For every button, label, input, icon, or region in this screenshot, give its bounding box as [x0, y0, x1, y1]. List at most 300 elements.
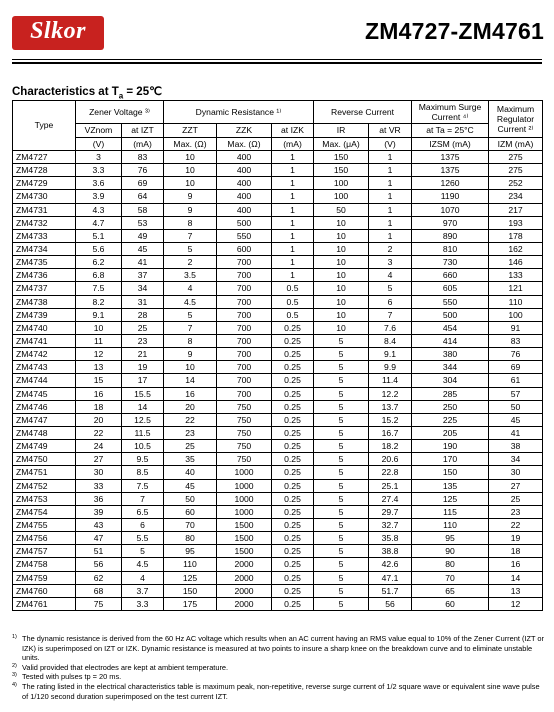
cell-vr: 29.7 — [369, 505, 412, 518]
cell-zzk: 750 — [217, 440, 272, 453]
cell-izsm: 225 — [412, 413, 489, 426]
cell-izsm: 304 — [412, 374, 489, 387]
cell-vz-nom: 51 — [76, 545, 122, 558]
cell-type: ZM4744 — [13, 374, 76, 387]
cell-izsm: 205 — [412, 426, 489, 439]
cell-izm: 22 — [489, 518, 543, 531]
cell-type: ZM4729 — [13, 177, 76, 190]
cell-zzt: 110 — [164, 558, 217, 571]
cell-zzt: 10 — [164, 177, 217, 190]
cell-izsm: 730 — [412, 256, 489, 269]
cell-zzt: 25 — [164, 440, 217, 453]
cell-vz-nom: 43 — [76, 518, 122, 531]
table-row — [13, 492, 543, 505]
cell-izk: 0.25 — [272, 518, 314, 531]
cell-type: ZM4747 — [13, 413, 76, 426]
cell-ir: 10 — [314, 269, 369, 282]
cell-izsm: 115 — [412, 505, 489, 518]
cell-zzt: 16 — [164, 387, 217, 400]
cell-type: ZM4758 — [13, 558, 76, 571]
cell-zzk: 2000 — [217, 571, 272, 584]
cell-zzt: 95 — [164, 545, 217, 558]
cell-type: ZM4760 — [13, 584, 76, 597]
cell-izt: 14 — [122, 400, 164, 413]
cell-vz-nom: 11 — [76, 334, 122, 347]
cell-izm: 45 — [489, 413, 543, 426]
cell-vz-nom: 16 — [76, 387, 122, 400]
table-row — [13, 229, 543, 242]
cell-zzk: 1000 — [217, 492, 272, 505]
cell-izk: 0.25 — [272, 426, 314, 439]
cell-ir: 10 — [314, 216, 369, 229]
cell-zzt: 175 — [164, 597, 217, 610]
cell-zzk: 400 — [217, 177, 272, 190]
brand-logo-text: Slkor — [30, 18, 86, 44]
cell-zzk: 700 — [217, 269, 272, 282]
cell-zzt: 60 — [164, 505, 217, 518]
cell-izm: 41 — [489, 426, 543, 439]
table-row — [13, 256, 543, 269]
cell-zzt: 7 — [164, 229, 217, 242]
header-type: Type — [13, 101, 76, 151]
brand-logo — [12, 16, 104, 50]
cell-vr: 1 — [369, 164, 412, 177]
cell-vr: 9.9 — [369, 361, 412, 374]
subheader-ir: IR — [314, 124, 369, 138]
cell-izt: 3.3 — [122, 597, 164, 610]
cell-izt: 41 — [122, 256, 164, 269]
cell-izt: 45 — [122, 242, 164, 255]
table-row — [13, 308, 543, 321]
cell-zzt: 14 — [164, 374, 217, 387]
cell-izt: 49 — [122, 229, 164, 242]
table-row — [13, 164, 543, 177]
table-row — [13, 242, 543, 255]
cell-vr: 16.7 — [369, 426, 412, 439]
cell-zzt: 8 — [164, 216, 217, 229]
cell-izm: 275 — [489, 151, 543, 164]
unit-zzt: Max. (Ω) — [164, 138, 217, 151]
header-rule-thick — [12, 62, 542, 64]
cell-izm: 61 — [489, 374, 543, 387]
cell-ir: 5 — [314, 466, 369, 479]
cell-izsm: 125 — [412, 492, 489, 505]
cell-type: ZM4745 — [13, 387, 76, 400]
cell-vr: 7 — [369, 308, 412, 321]
cell-ir: 150 — [314, 164, 369, 177]
cell-izk: 0.25 — [272, 532, 314, 545]
cell-izm: 83 — [489, 334, 543, 347]
cell-izt: 5 — [122, 545, 164, 558]
table-row — [13, 203, 543, 216]
cell-type: ZM4730 — [13, 190, 76, 203]
cell-zzt: 50 — [164, 492, 217, 505]
cell-ir: 5 — [314, 426, 369, 439]
cell-izt: 23 — [122, 334, 164, 347]
unit-izt: (mA) — [122, 138, 164, 151]
part-range-title: ZM4727-ZM4761 — [364, 18, 544, 44]
cell-izm: 27 — [489, 479, 543, 492]
cell-ir: 5 — [314, 492, 369, 505]
cell-zzk: 700 — [217, 321, 272, 334]
cell-vr: 18.2 — [369, 440, 412, 453]
cell-ir: 5 — [314, 505, 369, 518]
cell-vz-nom: 75 — [76, 597, 122, 610]
cell-izt: 76 — [122, 164, 164, 177]
cell-izk: 0.25 — [272, 413, 314, 426]
cell-ir: 10 — [314, 321, 369, 334]
cell-zzt: 23 — [164, 426, 217, 439]
cell-vr: 15.2 — [369, 413, 412, 426]
cell-type: ZM4756 — [13, 532, 76, 545]
cell-izk: 0.25 — [272, 453, 314, 466]
cell-izsm: 1375 — [412, 164, 489, 177]
cell-zzk: 700 — [217, 295, 272, 308]
cell-vz-nom: 5.1 — [76, 229, 122, 242]
footnote-text: The rating listed in the electrical characteristics table is maximum peak, non-repetitive, reverse surge current of 1/2 square wave or equivalent sine wave pulse of 1/120 second duration superimposed on the test current IZT. — [22, 681, 540, 701]
cell-type: ZM4761 — [13, 597, 76, 610]
cell-izt: 53 — [122, 216, 164, 229]
cell-izk: 0.25 — [272, 584, 314, 597]
cell-izk: 0.5 — [272, 295, 314, 308]
cell-izk: 0.25 — [272, 321, 314, 334]
footnote-text: Tested with pulses tp = 20 ms. — [22, 672, 122, 682]
cell-zzt: 10 — [164, 151, 217, 164]
cell-izk: 0.25 — [272, 361, 314, 374]
cell-izm: 234 — [489, 190, 543, 203]
table-row — [13, 151, 543, 164]
cell-zzt: 4 — [164, 282, 217, 295]
cell-vz-nom: 5.6 — [76, 242, 122, 255]
cell-izm: 110 — [489, 295, 543, 308]
cell-izk: 0.25 — [272, 492, 314, 505]
cell-vr: 6 — [369, 295, 412, 308]
cell-ir: 10 — [314, 295, 369, 308]
table-row — [13, 361, 543, 374]
cell-izm: 16 — [489, 558, 543, 571]
cell-zzt: 9 — [164, 203, 217, 216]
cell-zzt: 10 — [164, 361, 217, 374]
table-row — [13, 597, 543, 610]
cell-izt: 3.7 — [122, 584, 164, 597]
cell-vz-nom: 9.1 — [76, 308, 122, 321]
cell-izm: 146 — [489, 256, 543, 269]
cell-izk: 0.25 — [272, 597, 314, 610]
cell-izsm: 170 — [412, 453, 489, 466]
cell-zzk: 700 — [217, 361, 272, 374]
cell-izk: 0.25 — [272, 571, 314, 584]
cell-zzt: 150 — [164, 584, 217, 597]
cell-ir: 5 — [314, 348, 369, 361]
cell-izk: 0.25 — [272, 545, 314, 558]
cell-izk: 1 — [272, 203, 314, 216]
cell-izm: 162 — [489, 242, 543, 255]
cell-vr: 25.1 — [369, 479, 412, 492]
cell-izsm: 1190 — [412, 190, 489, 203]
cell-izsm: 90 — [412, 545, 489, 558]
cell-type: ZM4735 — [13, 256, 76, 269]
cell-izm: 23 — [489, 505, 543, 518]
cell-vr: 8.4 — [369, 334, 412, 347]
unit-izm: IZM (mA) — [489, 138, 543, 151]
cell-izt: 7 — [122, 492, 164, 505]
cell-zzk: 500 — [217, 216, 272, 229]
cell-vr: 2 — [369, 242, 412, 255]
footnote — [12, 672, 544, 682]
cell-izsm: 380 — [412, 348, 489, 361]
cell-zzk: 400 — [217, 164, 272, 177]
footnote — [12, 663, 544, 673]
cell-izm: 100 — [489, 308, 543, 321]
cell-vz-nom: 33 — [76, 479, 122, 492]
cell-izt: 8.5 — [122, 466, 164, 479]
subheader-surge-ta: at Ta = 25°C — [412, 124, 489, 138]
cell-ir: 50 — [314, 203, 369, 216]
cell-type: ZM4727 — [13, 151, 76, 164]
cell-vr: 1 — [369, 216, 412, 229]
table-row — [13, 505, 543, 518]
cell-izsm: 70 — [412, 571, 489, 584]
cell-vz-nom: 7.5 — [76, 282, 122, 295]
header-zener-voltage: Zener Voltage ³⁾ — [76, 101, 164, 124]
cell-type: ZM4734 — [13, 242, 76, 255]
cell-ir: 5 — [314, 558, 369, 571]
table-row — [13, 282, 543, 295]
cell-vr: 35.8 — [369, 532, 412, 545]
cell-zzt: 70 — [164, 518, 217, 531]
cell-izk: 1 — [272, 177, 314, 190]
cell-vz-nom: 20 — [76, 413, 122, 426]
cell-izk: 0.25 — [272, 505, 314, 518]
cell-zzk: 700 — [217, 387, 272, 400]
cell-vr: 38.8 — [369, 545, 412, 558]
cell-type: ZM4746 — [13, 400, 76, 413]
cell-vz-nom: 39 — [76, 505, 122, 518]
cell-type: ZM4749 — [13, 440, 76, 453]
cell-izm: 19 — [489, 532, 543, 545]
unit-ir: Max. (μA) — [314, 138, 369, 151]
subheader-zzk: ZZK — [217, 124, 272, 138]
cell-izsm: 250 — [412, 400, 489, 413]
cell-vr: 9.1 — [369, 348, 412, 361]
cell-izsm: 285 — [412, 387, 489, 400]
cell-izk: 0.25 — [272, 387, 314, 400]
cell-vz-nom: 4.7 — [76, 216, 122, 229]
cell-izsm: 190 — [412, 440, 489, 453]
cell-ir: 100 — [314, 177, 369, 190]
cell-zzt: 9 — [164, 190, 217, 203]
cell-vz-nom: 3.6 — [76, 177, 122, 190]
cell-type: ZM4748 — [13, 426, 76, 439]
table-row — [13, 466, 543, 479]
cell-zzk: 400 — [217, 203, 272, 216]
cell-izsm: 1070 — [412, 203, 489, 216]
cell-izt: 7.5 — [122, 479, 164, 492]
cell-ir: 5 — [314, 440, 369, 453]
cell-izm: 30 — [489, 466, 543, 479]
table-row — [13, 426, 543, 439]
cell-izk: 0.25 — [272, 334, 314, 347]
cell-izt: 83 — [122, 151, 164, 164]
table-row — [13, 190, 543, 203]
cell-izsm: 135 — [412, 479, 489, 492]
cell-ir: 100 — [314, 190, 369, 203]
cell-izt: 31 — [122, 295, 164, 308]
table-row — [13, 387, 543, 400]
cell-vr: 12.2 — [369, 387, 412, 400]
cell-zzk: 1000 — [217, 466, 272, 479]
cell-zzk: 700 — [217, 334, 272, 347]
table-row — [13, 321, 543, 334]
cell-izk: 1 — [272, 190, 314, 203]
cell-ir: 10 — [314, 256, 369, 269]
cell-ir: 5 — [314, 361, 369, 374]
cell-izt: 28 — [122, 308, 164, 321]
cell-ir: 10 — [314, 282, 369, 295]
cell-vr: 47.1 — [369, 571, 412, 584]
cell-ir: 5 — [314, 545, 369, 558]
cell-izt: 25 — [122, 321, 164, 334]
cell-zzt: 45 — [164, 479, 217, 492]
cell-zzk: 1500 — [217, 545, 272, 558]
cell-vz-nom: 62 — [76, 571, 122, 584]
cell-zzt: 5 — [164, 242, 217, 255]
cell-vz-nom: 6.8 — [76, 269, 122, 282]
cell-izt: 6.5 — [122, 505, 164, 518]
cell-vr: 1 — [369, 203, 412, 216]
cell-vz-nom: 56 — [76, 558, 122, 571]
cell-zzk: 750 — [217, 413, 272, 426]
cell-zzt: 9 — [164, 348, 217, 361]
cell-type: ZM4741 — [13, 334, 76, 347]
cell-izsm: 95 — [412, 532, 489, 545]
cell-izsm: 454 — [412, 321, 489, 334]
cell-type: ZM4753 — [13, 492, 76, 505]
cell-ir: 5 — [314, 413, 369, 426]
cell-izk: 0.25 — [272, 374, 314, 387]
cell-vr: 42.6 — [369, 558, 412, 571]
cell-izm: 57 — [489, 387, 543, 400]
cell-izk: 0.5 — [272, 282, 314, 295]
cell-vr: 1 — [369, 177, 412, 190]
cell-zzk: 600 — [217, 242, 272, 255]
unit-zzk: Max. (Ω) — [217, 138, 272, 151]
cell-izm: 217 — [489, 203, 543, 216]
cell-type: ZM4736 — [13, 269, 76, 282]
cell-izk: 0.5 — [272, 308, 314, 321]
cell-izsm: 344 — [412, 361, 489, 374]
cell-izsm: 1375 — [412, 151, 489, 164]
cell-vr: 3 — [369, 256, 412, 269]
cell-izt: 64 — [122, 190, 164, 203]
cell-type: ZM4755 — [13, 518, 76, 531]
cell-izsm: 414 — [412, 334, 489, 347]
cell-vr: 4 — [369, 269, 412, 282]
cell-ir: 150 — [314, 151, 369, 164]
cell-zzt: 5 — [164, 308, 217, 321]
table-row — [13, 413, 543, 426]
cell-type: ZM4754 — [13, 505, 76, 518]
cell-zzt: 35 — [164, 453, 217, 466]
cell-izsm: 970 — [412, 216, 489, 229]
cell-izt: 4.5 — [122, 558, 164, 571]
cell-izt: 69 — [122, 177, 164, 190]
cell-ir: 5 — [314, 584, 369, 597]
cell-izm: 50 — [489, 400, 543, 413]
cell-type: ZM4751 — [13, 466, 76, 479]
cell-izm: 76 — [489, 348, 543, 361]
table-row — [13, 545, 543, 558]
cell-izk: 1 — [272, 269, 314, 282]
cell-zzt: 22 — [164, 413, 217, 426]
cell-zzt: 8 — [164, 334, 217, 347]
footnote-text: Valid provided that electrodes are kept at ambient temperature. — [22, 662, 229, 672]
cell-izt: 37 — [122, 269, 164, 282]
cell-vz-nom: 68 — [76, 584, 122, 597]
cell-vz-nom: 3 — [76, 151, 122, 164]
cell-izt: 5.5 — [122, 532, 164, 545]
cell-ir: 10 — [314, 308, 369, 321]
cell-izt: 9.5 — [122, 453, 164, 466]
header-dynamic-resistance: Dynamic Resistance ¹⁾ — [164, 101, 314, 124]
cell-vr: 32.7 — [369, 518, 412, 531]
cell-izm: 275 — [489, 164, 543, 177]
cell-zzt: 80 — [164, 532, 217, 545]
cell-izsm: 60 — [412, 597, 489, 610]
cell-type: ZM4750 — [13, 453, 76, 466]
cell-type: ZM4733 — [13, 229, 76, 242]
table-row — [13, 334, 543, 347]
table-row — [13, 348, 543, 361]
table-row — [13, 518, 543, 531]
cell-zzk: 1000 — [217, 505, 272, 518]
cell-ir: 5 — [314, 597, 369, 610]
cell-izt: 6 — [122, 518, 164, 531]
cell-type: ZM4757 — [13, 545, 76, 558]
subheader-at-izt: at IZT — [122, 124, 164, 138]
cell-izm: 193 — [489, 216, 543, 229]
cell-izm: 34 — [489, 453, 543, 466]
cell-zzt: 125 — [164, 571, 217, 584]
cell-zzk: 1500 — [217, 532, 272, 545]
cell-zzk: 550 — [217, 229, 272, 242]
cell-izt: 15.5 — [122, 387, 164, 400]
cell-type: ZM4739 — [13, 308, 76, 321]
table-body — [13, 151, 543, 611]
cell-izt: 21 — [122, 348, 164, 361]
cell-type: ZM4737 — [13, 282, 76, 295]
cell-izm: 121 — [489, 282, 543, 295]
cell-vz-nom: 4.3 — [76, 203, 122, 216]
cell-vr: 13.7 — [369, 400, 412, 413]
table-row — [13, 216, 543, 229]
cell-vz-nom: 6.2 — [76, 256, 122, 269]
cell-zzk: 1000 — [217, 479, 272, 492]
cell-ir: 5 — [314, 479, 369, 492]
footnote-mark: 2) — [12, 662, 17, 669]
table-row — [13, 295, 543, 308]
cell-vr: 1 — [369, 151, 412, 164]
cell-type: ZM4740 — [13, 321, 76, 334]
characteristics-table — [12, 100, 543, 611]
cell-zzk: 2000 — [217, 558, 272, 571]
cell-ir: 10 — [314, 242, 369, 255]
cell-izsm: 150 — [412, 466, 489, 479]
cell-vz-nom: 13 — [76, 361, 122, 374]
cell-zzt: 10 — [164, 164, 217, 177]
cell-izsm: 65 — [412, 584, 489, 597]
footnote — [12, 682, 544, 701]
